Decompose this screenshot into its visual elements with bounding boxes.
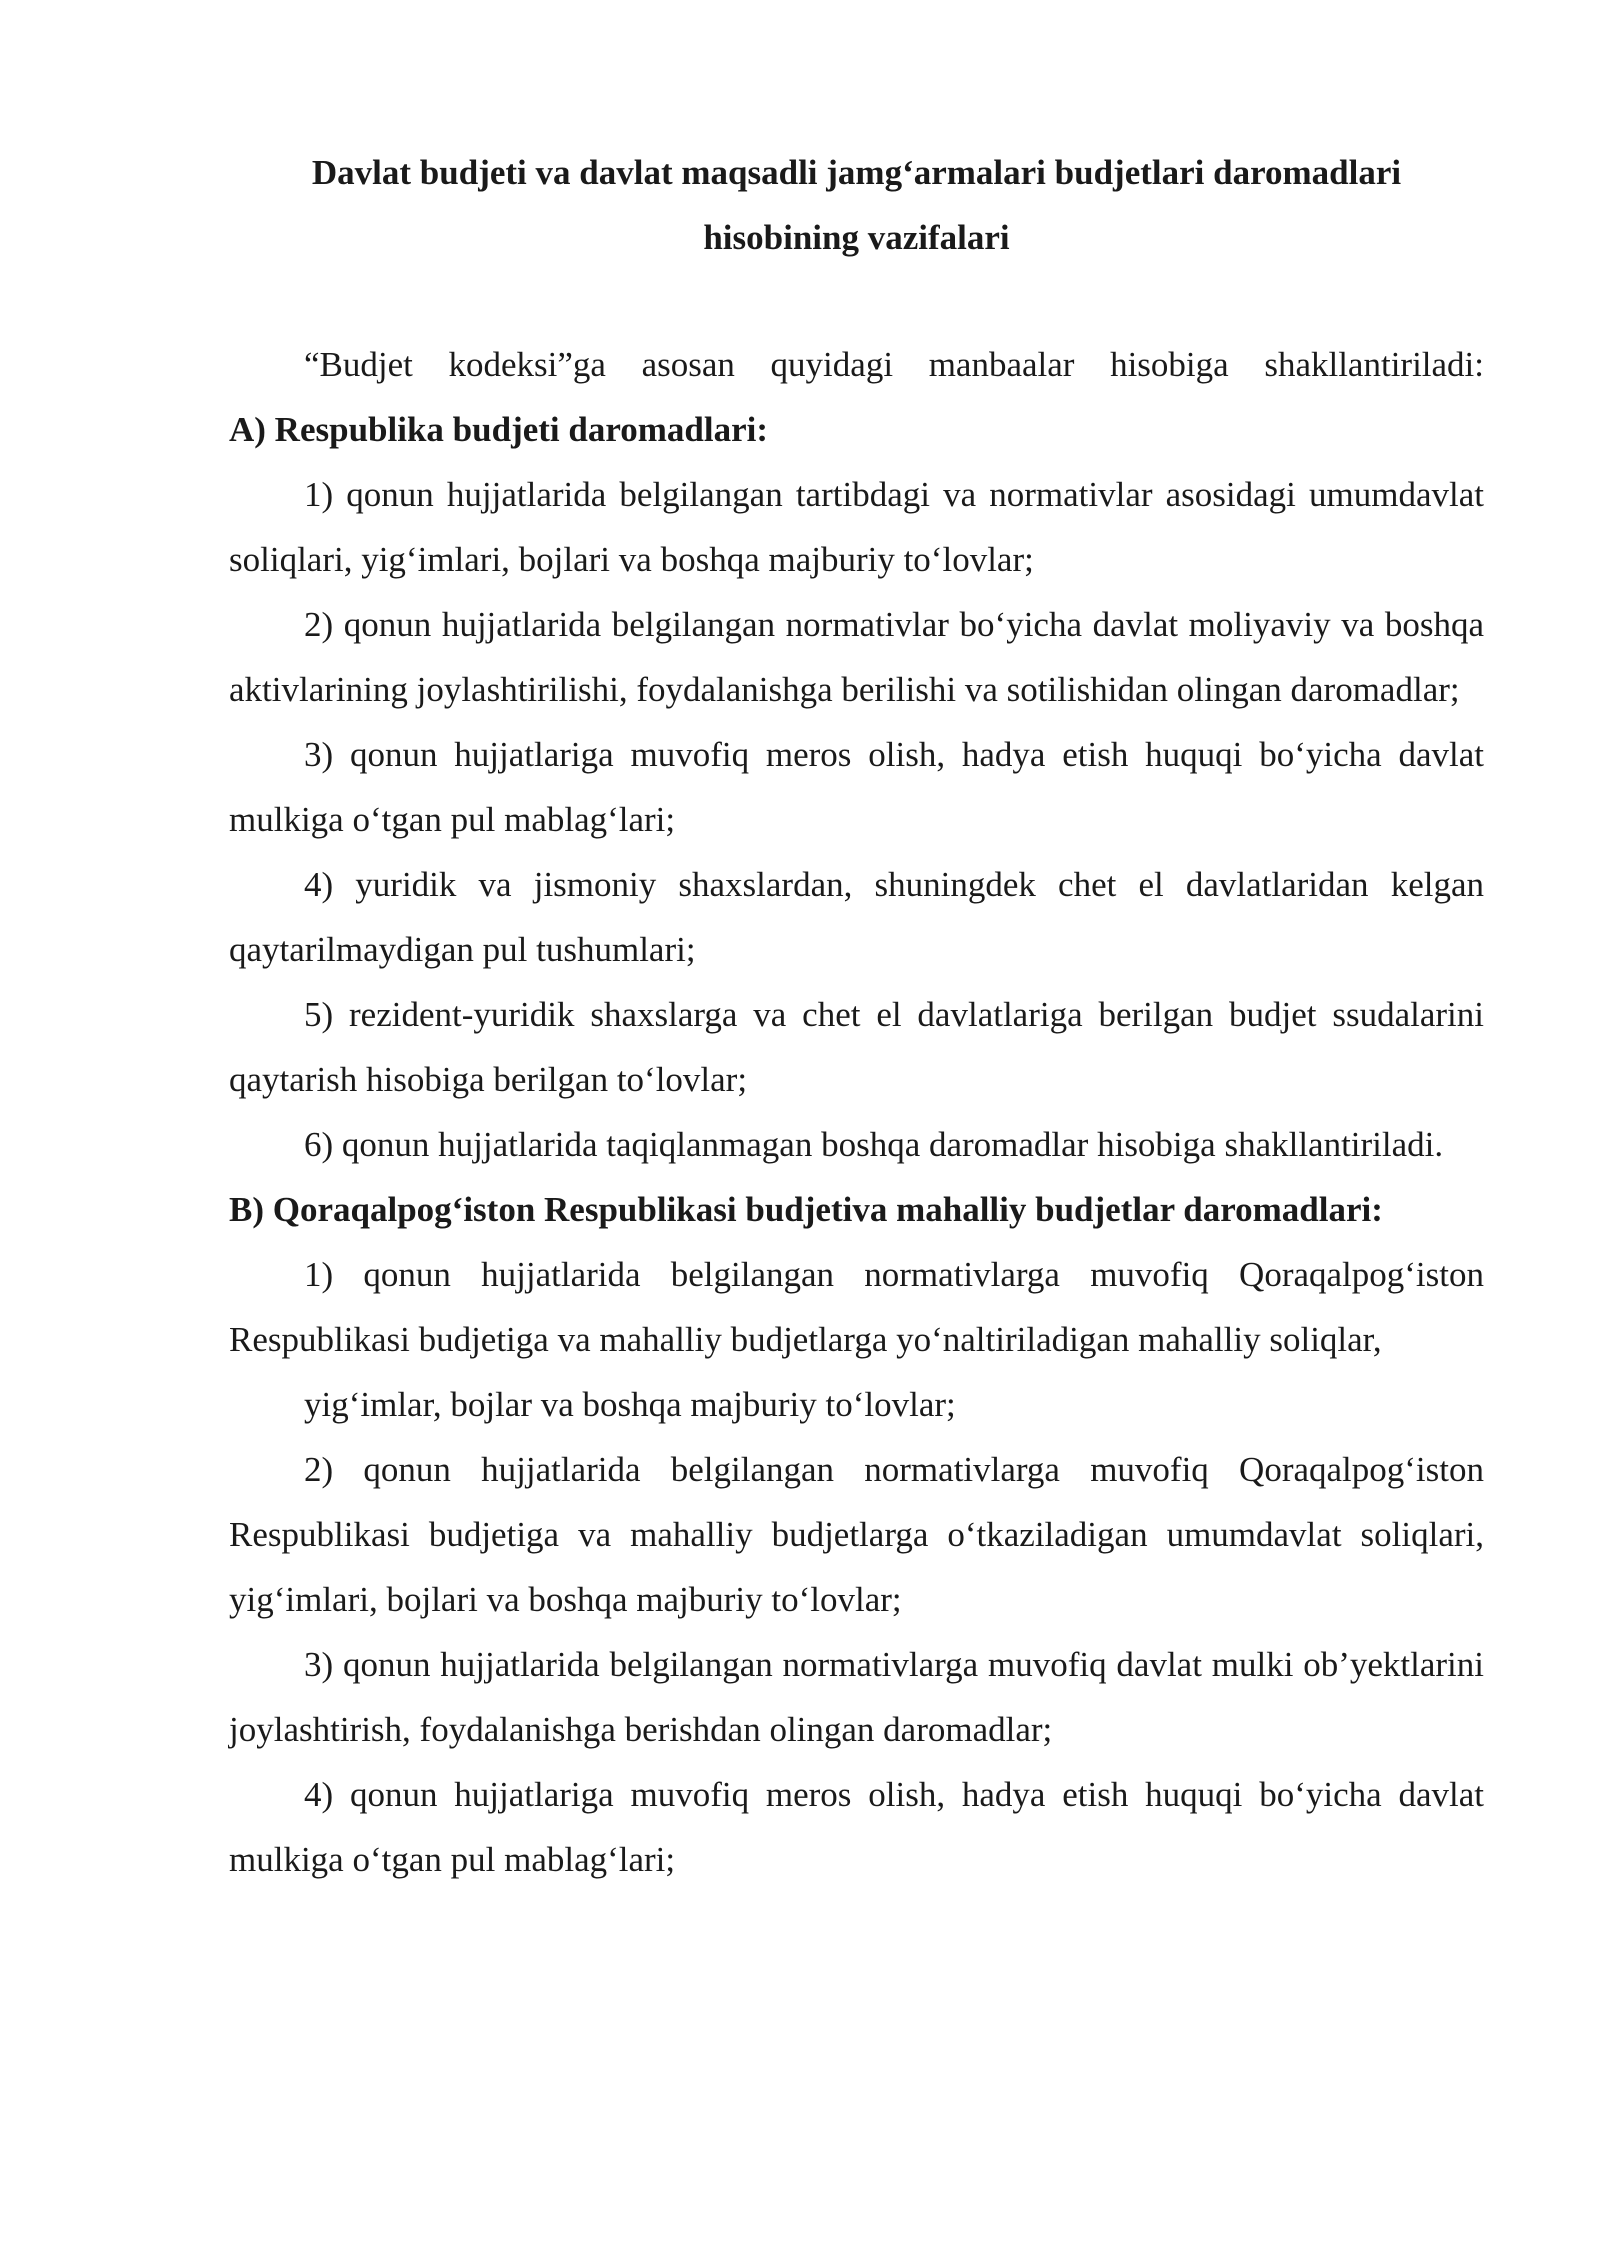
title-line-1: Davlat budjeti va davlat maqsadli jamg‘armalari budjetlari daromadlari: [311, 153, 1402, 192]
section-a-item: 6) qonun hujjatlarida taqiqlanmagan boshqa daromadlar hisobiga shakllantiriladi.: [304, 1125, 1444, 1164]
section-b-item: 3) qonun hujjatlarida belgilangan normativlarga muvofiq davlat mulki ob’yektlarini joylashtirish, foydalanishga berishdan olingan daromadlar;: [229, 1645, 1484, 1749]
section-b-item: yig‘imlar, bojlar va boshqa majburiy to‘lovlar;: [304, 1385, 956, 1424]
section-a-item: 1) qonun hujjatlarida belgilangan tartibdagi va normativlar asosidagi umumdavlat soliqlari, yig‘imlari, bojlari va boshqa majburiy to‘lovlar;: [229, 475, 1484, 579]
section-b-heading: B) Qoraqalpog‘iston Respublikasi budjetiva mahalliy budjetlar daromadlari:: [229, 1190, 1383, 1229]
section-a-item: 4) yuridik va jismoniy shaxslardan, shuningdek chet el davlatlaridan kelgan qaytarilmaydigan pul tushumlari;: [229, 865, 1484, 969]
section-a-heading: A) Respublika budjeti daromadlari:: [229, 410, 769, 449]
intro-paragraph: “Budjet kodeksi”ga asosan quyidagi manbaalar hisobiga shakllantiriladi:: [304, 345, 1484, 384]
title-spacer: [229, 270, 1484, 332]
document-title: [229, 140, 1484, 270]
section-a-item: 5) rezident-yuridik shaxslarga va chet el davlatlariga berilgan budjet ssudalarini qaytarish hisobiga berilgan to‘lovlar;: [229, 995, 1484, 1099]
section-b-item: 2) qonun hujjatlarida belgilangan normativlarga muvofiq Qoraqalpog‘iston Respublikasi budjetiga va mahalliy budjetlarga o‘tkaziladigan umumdavlat soliqlari, yig‘imlari, bojlari va boshqa majburiy to‘lovlar;: [229, 1450, 1484, 1619]
section-b-item: 4) qonun hujjatlariga muvofiq meros olish, hadya etish huquqi bo‘yicha davlat mulkiga o‘tgan pul mablag‘lari;: [229, 1775, 1484, 1879]
section-b-item: 1) qonun hujjatlarida belgilangan normativlarga muvofiq Qoraqalpog‘iston Respublikasi budjetiga va mahalliy budjetlarga yo‘naltiriladigan mahalliy soliqlar,: [229, 1255, 1484, 1359]
section-a-item: 3) qonun hujjatlariga muvofiq meros olish, hadya etish huquqi bo‘yicha davlat mulkiga o‘tgan pul mablag‘lari;: [229, 735, 1484, 839]
document-page: [229, 140, 1484, 1892]
title-line-2: hisobining vazifalari: [703, 218, 1010, 257]
section-a-item: 2) qonun hujjatlarida belgilangan normativlar bo‘yicha davlat moliyaviy va boshqa aktivlarining joylashtirilishi, foydalanishga berilishi va sotilishidan olingan daromadlar;: [229, 605, 1484, 709]
